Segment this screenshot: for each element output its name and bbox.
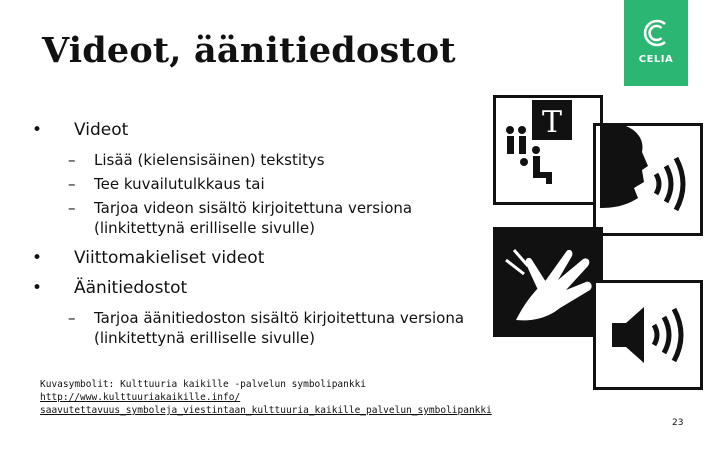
bullet-marker: •	[32, 278, 43, 298]
credit-link[interactable]: http://www.kulttuuriakaikille.info/	[40, 392, 241, 403]
dash-marker: –	[68, 309, 76, 327]
dash-marker: –	[68, 175, 76, 193]
bullet-text: Viittomakieliset videot	[74, 248, 265, 268]
sub-item	[68, 174, 494, 194]
subtitle-letter: T	[541, 105, 563, 140]
subtitles-icon	[493, 95, 603, 205]
audio-description-icon	[593, 123, 703, 236]
image-credit	[40, 378, 492, 417]
sub-item	[68, 198, 494, 238]
dash-marker: –	[68, 199, 76, 217]
celia-c-icon	[641, 18, 671, 48]
sub-text: Tarjoa äänitiedoston sisältö kirjoitettuna versiona (linkitettynä erilliselle sivulle)	[94, 309, 465, 347]
dash-marker: –	[68, 151, 76, 169]
bullet-text: Äänitiedostot	[74, 278, 188, 298]
sub-item	[68, 308, 494, 348]
sub-text: Lisää (kielensisäinen) tekstitys	[94, 151, 325, 169]
bullet-marker: •	[32, 120, 43, 140]
sub-text: Tee kuvailutulkkaus tai	[94, 175, 265, 193]
page-number: 23	[672, 418, 684, 428]
celia-logo	[624, 0, 688, 86]
bullet-viittomakieliset	[30, 248, 264, 268]
audio-speaker-icon	[593, 280, 703, 390]
logo-text: CELIA	[638, 54, 674, 65]
bullet-aanitiedostot	[30, 278, 187, 298]
slide-title: Videot, äänitiedostot	[42, 30, 456, 71]
sub-item	[68, 150, 494, 170]
sign-language-icon	[493, 227, 603, 337]
credit-text: Kuvasymbolit: Kulttuuria kaikille -palvelun symbolipankki	[40, 379, 367, 390]
credit-link-path[interactable]: saavutettavuus_symboleja_viestintaan_kulttuuria_kaikille_palvelun_symbolipankki	[40, 405, 492, 416]
bullet-marker: •	[32, 248, 43, 268]
sub-text: Tarjoa videon sisältö kirjoitettuna versiona (linkitettynä erilliselle sivulle)	[94, 199, 413, 237]
bullet-videot	[30, 120, 128, 140]
bullet-text: Videot	[74, 120, 129, 140]
